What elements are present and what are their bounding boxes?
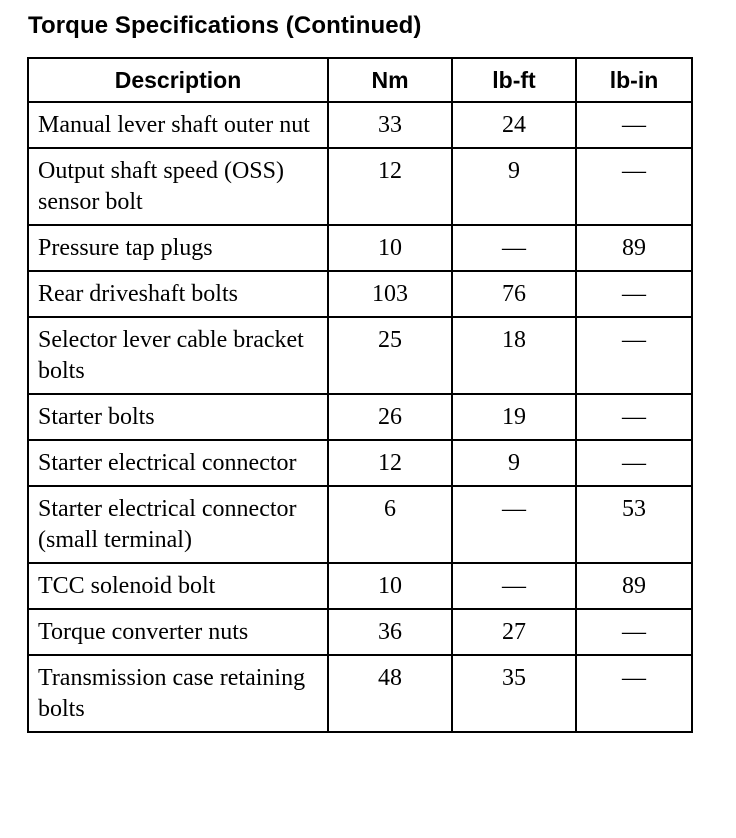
cell-nm: 48	[328, 655, 452, 732]
header-lb-in: lb-in	[576, 58, 692, 102]
cell-lb-ft: 35	[452, 655, 576, 732]
cell-lb-in: —	[576, 609, 692, 655]
cell-lb-in: —	[576, 148, 692, 225]
cell-description: Starter electrical connector (small terminal)	[28, 486, 328, 563]
cell-lb-ft: 18	[452, 317, 576, 394]
cell-description: Rear driveshaft bolts	[28, 271, 328, 317]
cell-lb-ft: 27	[452, 609, 576, 655]
cell-lb-in: —	[576, 655, 692, 732]
cell-nm: 36	[328, 609, 452, 655]
table-row	[28, 271, 692, 317]
cell-lb-in: —	[576, 317, 692, 394]
cell-lb-in: —	[576, 440, 692, 486]
cell-nm: 103	[328, 271, 452, 317]
cell-lb-ft: 19	[452, 394, 576, 440]
cell-nm: 26	[328, 394, 452, 440]
cell-lb-ft: 76	[452, 271, 576, 317]
table-row	[28, 394, 692, 440]
cell-nm: 10	[328, 225, 452, 271]
table-row	[28, 563, 692, 609]
cell-description: Output shaft speed (OSS) sensor bolt	[28, 148, 328, 225]
table-row	[28, 440, 692, 486]
page-title: Torque Specifications (Continued)	[28, 12, 422, 39]
cell-nm: 33	[328, 102, 452, 148]
cell-lb-ft: —	[452, 563, 576, 609]
cell-lb-ft: 9	[452, 148, 576, 225]
table-header-row	[28, 58, 692, 102]
cell-lb-in: 53	[576, 486, 692, 563]
torque-spec-table	[27, 57, 693, 733]
cell-description: Starter bolts	[28, 394, 328, 440]
table-row	[28, 609, 692, 655]
header-lb-ft: lb-ft	[452, 58, 576, 102]
cell-lb-in: 89	[576, 563, 692, 609]
cell-lb-in: —	[576, 271, 692, 317]
cell-lb-ft: —	[452, 486, 576, 563]
cell-nm: 25	[328, 317, 452, 394]
table-row	[28, 655, 692, 732]
cell-description: Pressure tap plugs	[28, 225, 328, 271]
header-description: Description	[28, 58, 328, 102]
cell-lb-ft: —	[452, 225, 576, 271]
cell-description: TCC solenoid bolt	[28, 563, 328, 609]
table-row	[28, 225, 692, 271]
cell-lb-in: 89	[576, 225, 692, 271]
table-row	[28, 317, 692, 394]
cell-description: Manual lever shaft outer nut	[28, 102, 328, 148]
cell-lb-ft: 24	[452, 102, 576, 148]
cell-description: Starter electrical connector	[28, 440, 328, 486]
cell-description: Transmission case retaining bolts	[28, 655, 328, 732]
cell-lb-in: —	[576, 102, 692, 148]
cell-description: Torque converter nuts	[28, 609, 328, 655]
table-row	[28, 486, 692, 563]
cell-description: Selector lever cable bracket bolts	[28, 317, 328, 394]
table-row	[28, 102, 692, 148]
header-nm: Nm	[328, 58, 452, 102]
cell-nm: 6	[328, 486, 452, 563]
cell-lb-in: —	[576, 394, 692, 440]
cell-nm: 12	[328, 440, 452, 486]
table-row	[28, 148, 692, 225]
cell-nm: 12	[328, 148, 452, 225]
cell-lb-ft: 9	[452, 440, 576, 486]
cell-nm: 10	[328, 563, 452, 609]
